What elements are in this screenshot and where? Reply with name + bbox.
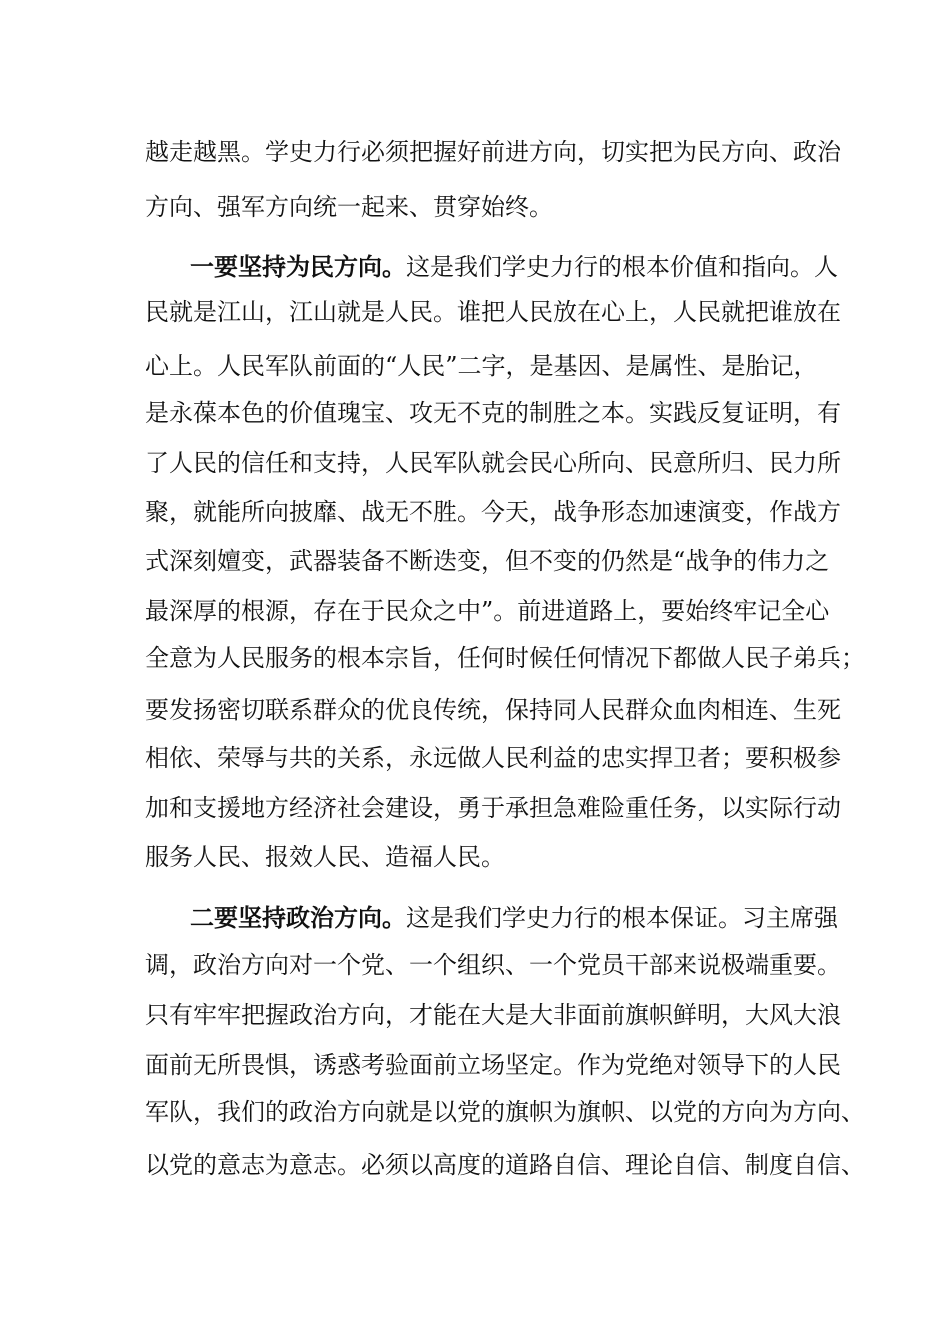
text-line: 式深刻嬗变，武器装备不断迭变，但不变的仍然是“战争的伟力之 [145,547,830,575]
text-line: 最深厚的根源，存在于民众之中”。前进道路上，要始终牢记全心 [145,597,830,625]
text-line: 军队，我们的政治方向就是以党的旗帜为旗帜、以党的方向为方向、 [145,1098,865,1126]
text-line: 心上。人民军队前面的“人民”二字，是基因、是属性、是胎记， [145,352,818,380]
text-line: 面前无所畏惧，诱惑考验面前立场坚定。作为党绝对领导下的人民 [145,1051,841,1079]
text-line: 相依、荣辱与共的关系，永远做人民利益的忠实捍卫者；要积极参 [145,744,841,772]
paragraph-text: 这是我们学史力行的根本保证。习主席强 [406,904,838,932]
text-line: 要发扬密切联系群众的优良传统，保持同人民群众血肉相连、生死 [145,696,841,724]
text-line: 只有牢牢把握政治方向，才能在大是大非面前旗帜鲜明，大风大浪 [145,1001,841,1029]
text-line: 了人民的信任和支持，人民军队就会民心所向、民意所归、民力所 [145,449,841,477]
text-line: 方向、强军方向统一起来、贯穿始终。 [145,193,553,221]
text-line: 加和支援地方经济社会建设，勇于承担急难险重任务，以实际行动 [145,794,841,822]
text-line: 民就是江山，江山就是人民。谁把人民放在心上，人民就把谁放在 [145,298,841,326]
paragraph-1-first-line [190,252,838,282]
paragraph-lead-heading: 二要坚持政治方向。 [190,903,406,932]
text-line: 越走越黑。学史力行必须把握好前进方向，切实把为民方向、政治 [145,138,841,166]
text-line: 全意为人民服务的根本宗旨，任何时候任何情况下都做人民子弟兵； [145,644,865,672]
paragraph-lead-heading: 一要坚持为民方向。 [190,252,406,281]
paragraph-2-first-line [190,903,838,933]
text-line: 以党的意志为意志。必须以高度的道路自信、理论自信、制度自信、 [145,1151,865,1179]
text-line: 是永葆本色的价值瑰宝、攻无不克的制胜之本。实践反复证明，有 [145,399,841,427]
text-line: 服务人民、报效人民、造福人民。 [145,843,505,871]
paragraph-text: 这是我们学史力行的根本价值和指向。人 [406,253,838,281]
text-line: 聚，就能所向披靡、战无不胜。今天，战争形态加速演变，作战方 [145,498,841,526]
text-line: 调，政治方向对一个党、一个组织、一个党员干部来说极端重要。 [145,951,841,979]
